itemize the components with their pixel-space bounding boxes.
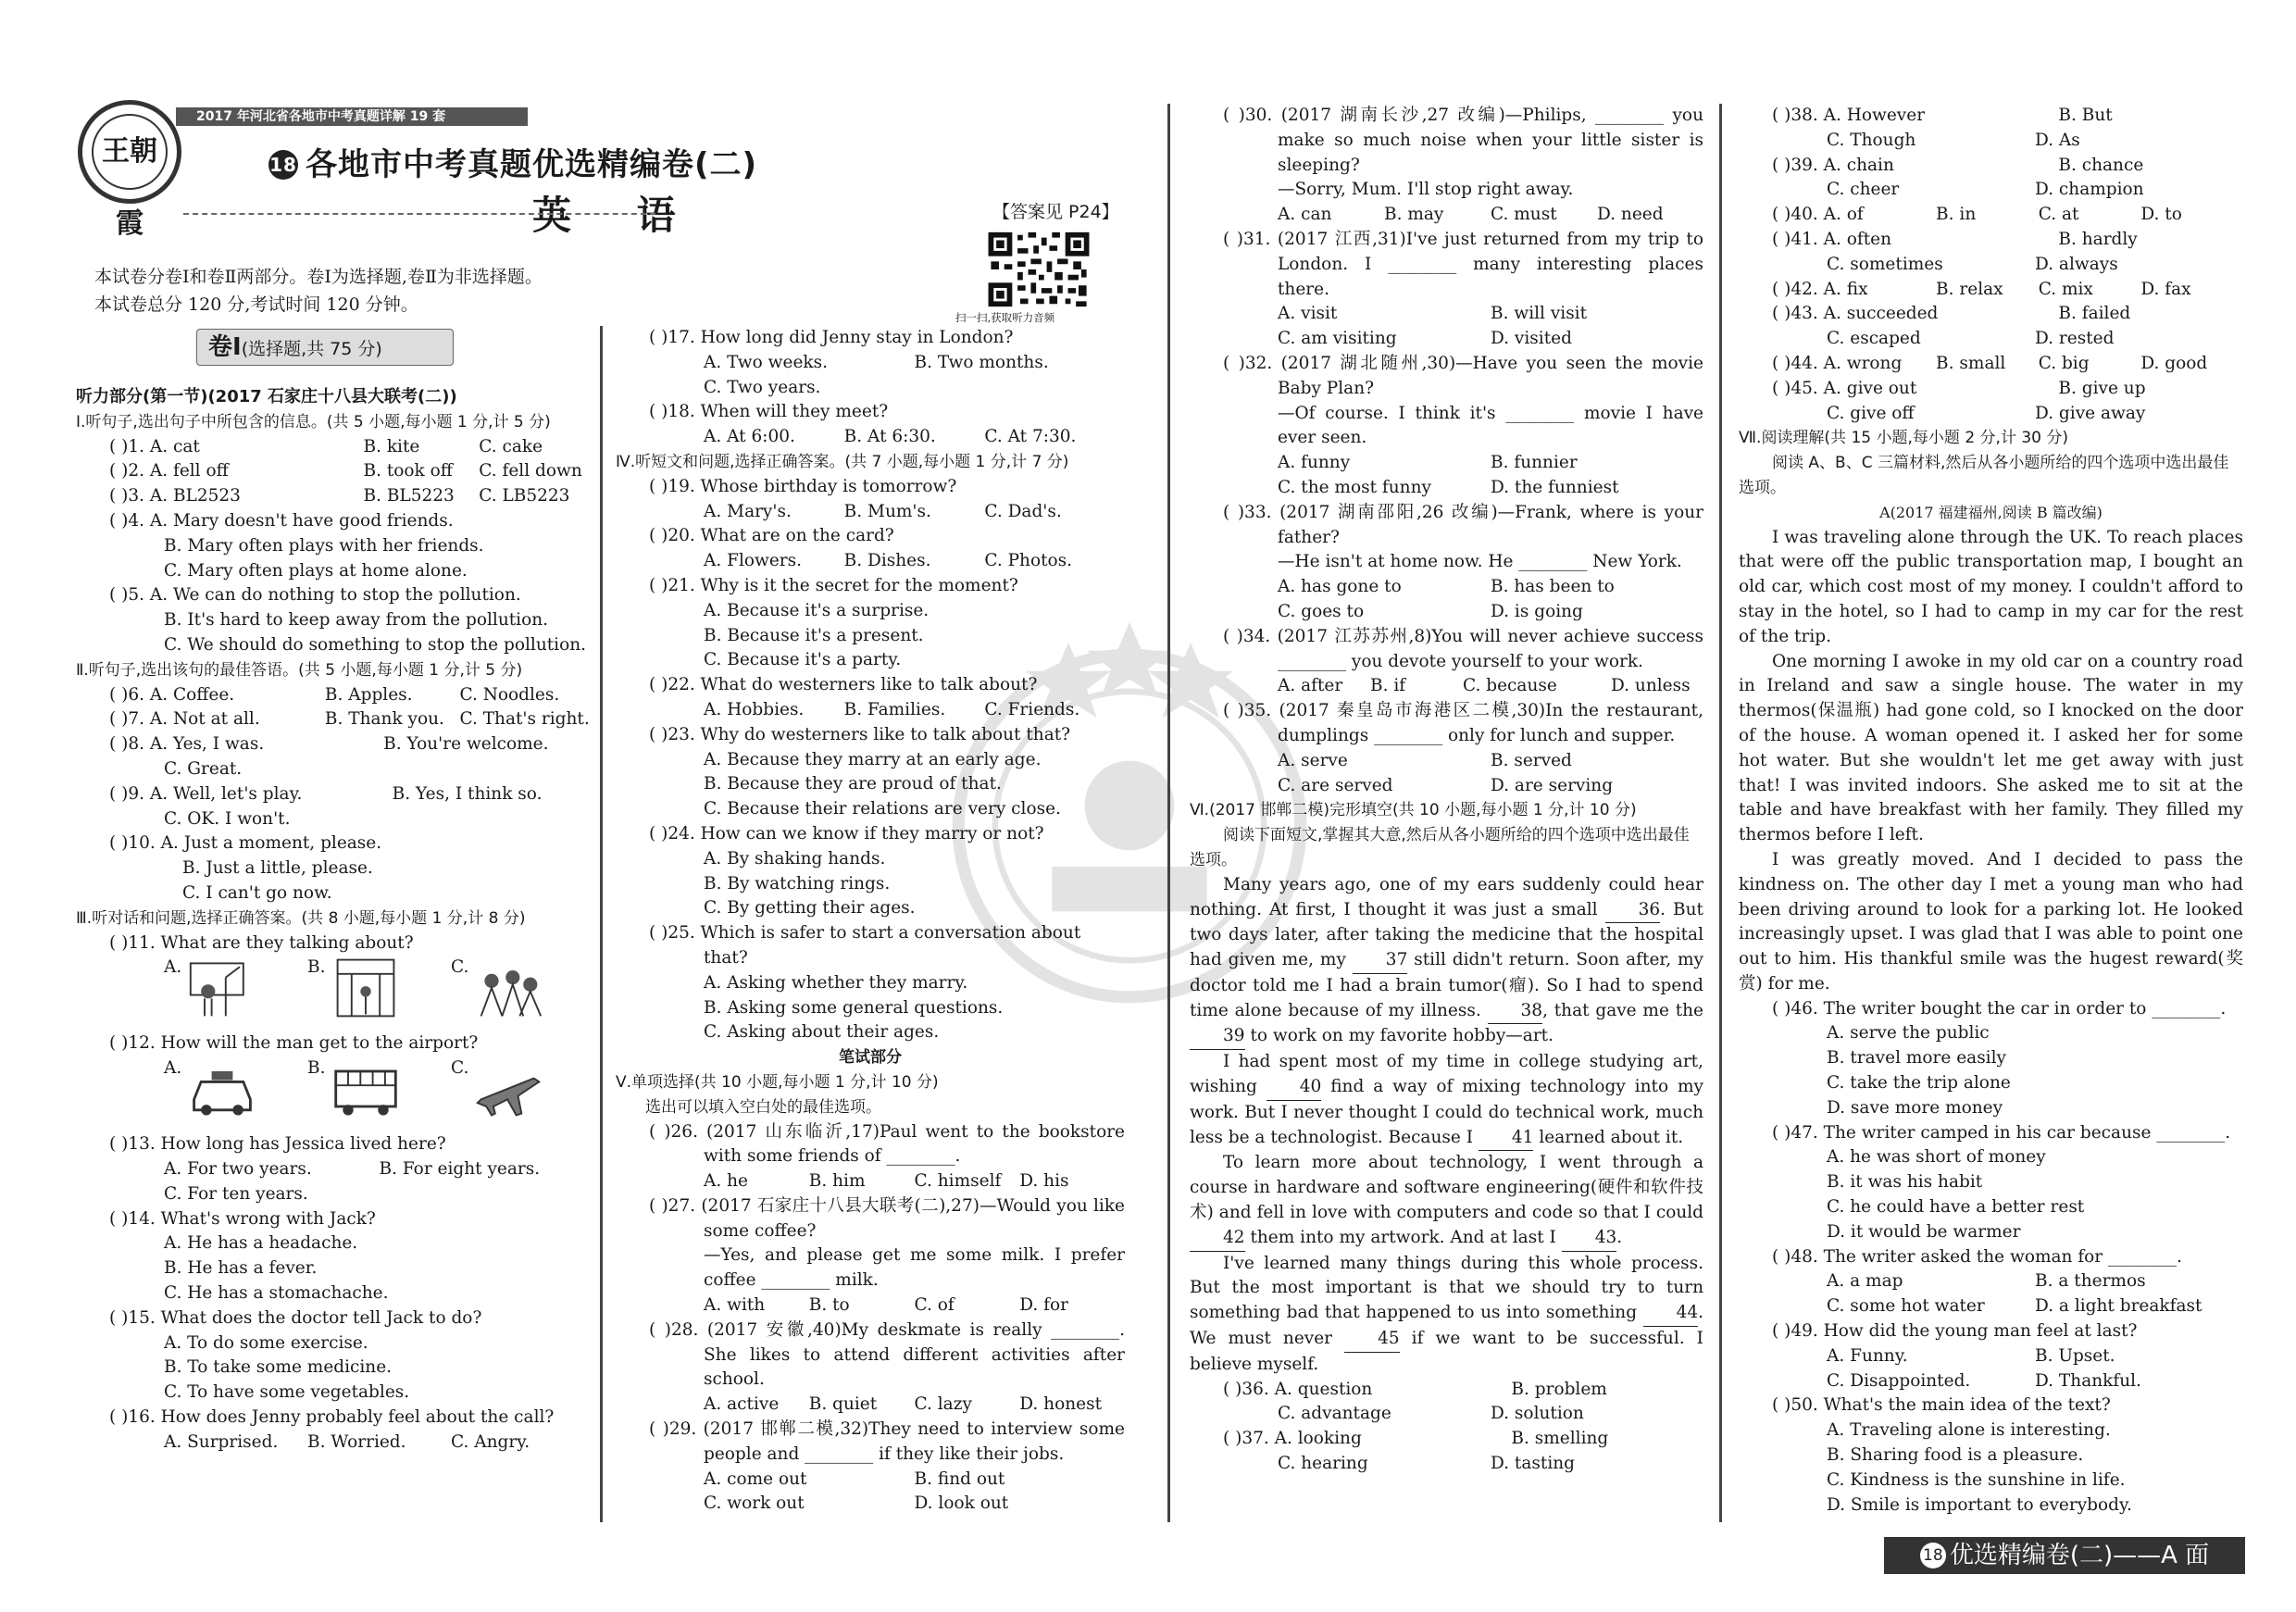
reading-paragraph: One morning I awoke in my old car on a country road in Ireland and saw a single house. The water in my thermos(保温瓶) had gone cold, so I knocked on the door of the house. A woman opened it. I asked her for some hot water. But she wouldn't let me get away with just that! I was invited indoors. She asked me to sit at the table and have breakfast with her family. They filled my thermos before I left. [1739,651,2243,845]
column-2 [616,326,1125,1517]
section-heading: Ⅰ.听句子,选出句子中所包含的信息。(共 5 小题,每小题 1 分,计 5 分) [76,412,551,431]
instruction-line: 本试卷分卷Ⅰ和卷Ⅱ两部分。卷Ⅰ为选择题,卷Ⅱ为非选择题。 [94,267,543,287]
question-48: ( )48. The writer asked the woman for ________. [1772,1246,2182,1267]
option: D. save more money [1827,1097,2003,1118]
options: A. funny B. funnier [1278,453,1578,473]
options: C. give off D. give away [1827,403,2146,423]
option: C. Kindness is the sunshine in life. [1827,1469,2126,1490]
option: C. Because it's a party. [704,650,902,670]
option: A. Because it's a surprise. [704,600,930,620]
option: B. He has a fever. [164,1258,318,1279]
options: C. am visiting D. visited [1278,329,1572,349]
question-10: ( )10. A. Just a moment, please. [109,833,382,854]
airplane-icon [474,1056,544,1121]
question-20: ( )20. What are on the card? [649,526,894,546]
question-29: ( )29. (2017 邯郸二模,32)They need to interview some people and ________ if they like their jobs. [649,1419,1125,1464]
question-35: ( )35. (2017 秦皇岛市海港区二模,30)In the restaurant, dumplings ________ only for lunch and supper. [1223,701,1703,745]
question-4: ( )4. A. Mary doesn't have good friends. [109,510,454,531]
cloze-paragraph: Many years ago, one of my ears suddenly could hear nothing. At first, I thought it was just a small 36. But two days later, after taking the medicine that the hospital had given me, my 37 still didn't return. Soon after, my doctor told me I had a brain tumor(瘤). So I had to spend time alone because of my illness. 38, that gave me the 39 to work on my favorite hobby—art. [1190,873,1703,1051]
options: C. Disappointed. D. Thankful. [1827,1370,2141,1391]
question-9: ( )9. A. Well, let's play. B. Yes, I think so. [109,783,543,804]
options: A. can B. may C. must D. need [1278,205,1664,225]
section-heading: Ⅵ.(2017 邯郸二模)完形填空(共 10 小题,每小题 1 分,计 10 分) [1190,801,1637,820]
blank-40: 40 [1267,1075,1322,1101]
picture-options: A. B. C. [76,1056,594,1132]
question-25: ( )25. Which is safer to start a conversation about that? [649,923,1081,968]
cloze-paragraph: I've learned many things during this whole process. But the most important is that we should try to turn something bad that happened to us into something 44. We must never 45 if we want to be successful. I believe myself. [1190,1253,1703,1374]
paper-number: 18 [268,150,298,180]
section-heading: Ⅴ.单项选择(共 10 小题,每小题 1 分,计 10 分) [616,1072,939,1092]
question-17: ( )17. How long did Jenny stay in London? [649,328,1014,347]
section-subheading: 阅读下面短文,掌握其大意,然后从各小题所给的四个选项中选出最佳选项。 [1190,826,1690,869]
passage-title: A(2017 福建福州,阅读 B 篇改编) [1879,503,2103,521]
subject-title: 英 语 [532,193,702,238]
options: C. Though D. As [1827,130,2080,150]
question-50: ( )50. What's the main idea of the text? [1772,1395,2111,1416]
options: A. a map B. a thermos [1827,1271,2146,1292]
section-title: 听力部分(第一节)(2017 石家庄十八县大联考(二)) [76,387,457,406]
question-31: ( )31. (2017 江西,31)I've just returned from my trip to London. I ________ many interesting places there. [1223,229,1703,299]
option: C. Because their relations are very close. [704,799,1061,819]
question-2: ( )2. A. fell off B. took off C. fell down [109,461,582,481]
option: B. Because they are proud of that. [704,774,1002,794]
question-26: ( )26. (2017 山东临沂,17)Paul went to the bookstore with some friends of ________. [649,1121,1125,1167]
option: A. Because they marry at an early age. [704,749,1042,769]
picture-option-icon [474,956,544,1020]
section-heading: Ⅲ.听对话和问题,选择正确答案。(共 8 小题,每小题 1 分,计 8 分) [76,908,526,928]
volume-label [196,329,454,366]
option: A. serve the public [1827,1023,1990,1043]
options: C. advantage D. solution [1278,1404,1584,1424]
question-33: ( )33. (2017 湖南邵阳,26 改编)—Frank, where is your father? [1223,502,1703,547]
options: C. work out D. look out [704,1493,1009,1514]
qr-caption: 扫一扫,获取听力音频 [955,311,1055,324]
question-14: ( )14. What's wrong with Jack? [109,1208,376,1229]
question-27: ( )27. (2017 石家庄十八县大联考(二),27)—Would you like some coffee? [649,1195,1125,1241]
options: A. Funny. B. Upset. [1827,1345,2115,1366]
question-24: ( )24. How can we know if they marry or not? [649,823,1044,843]
blank-37: 37 [1353,948,1408,974]
options: A. after B. if C. because D. unless [1278,676,1691,696]
section-heading: Ⅶ.阅读理解(共 15 小题,每小题 2 分,计 30 分) [1739,429,2069,448]
question-18: ( )18. When will they meet? [649,402,889,422]
section-heading: Ⅱ.听句子,选出该句的最佳答语。(共 5 小题,每小题 1 分,计 5 分) [76,660,523,680]
option: A. Traveling alone is interesting. [1827,1420,2111,1441]
option: D. it would be warmer [1827,1221,2021,1242]
blank-38: 38 [1488,999,1543,1025]
column-3 [1190,104,1703,1477]
reading-paragraph: I was traveling alone through the UK. To reach places that were off the public transportation map, I bought an old car, which cost most of my money. I couldn't afford to stay in the hotel, so I had to camp in my car for the rest of the trip. [1739,527,2243,646]
cloze-paragraph: I had spent most of my time in college studying art, wishing 40 find a way of mixing technology into my work. But I never thought I could do technical work, much less be a technologist. Because I 41 learned about it. [1190,1050,1703,1151]
blank-45: 45 [1344,1327,1400,1353]
options: A. active B. quiet C. lazy D. honest [704,1394,1103,1415]
question-47: ( )47. The writer camped in his car because ________. [1772,1122,2231,1143]
exam-instructions [94,263,543,319]
options: C. are served D. are serving [1278,775,1614,795]
option: C. For ten years. [164,1183,308,1204]
question-19: ( )19. Whose birthday is tomorrow? [649,476,957,496]
option: A. he was short of money [1827,1147,2046,1168]
paper-title [268,139,757,184]
blank-36: 36 [1605,898,1661,924]
section-subheading: 阅读 A、B、C 三篇材料,然后从各小题所给的四个选项中选出最佳选项。 [1739,454,2229,497]
question-11: ( )11. What are they talking about? [109,932,414,953]
options: A. visit B. will visit [1278,304,1588,324]
question-42: ( )42. A. fix B. relax C. mix D. fax [1772,279,2191,299]
blank-42: 42 [1190,1226,1245,1252]
option: B. To take some medicine. [164,1357,393,1378]
option: C. I can't go now. [182,882,332,903]
question-6: ( )6. A. Coffee. B. Apples. C. Noodles. [109,684,560,705]
question-1: ( )1. A. cat B. kite C. cake [109,436,543,456]
column-divider [600,326,603,1522]
options: C. the most funny D. the funniest [1278,477,1619,497]
option: C. Two years. [704,377,821,397]
paper-title-text: 各地市中考真题优选精编卷(二) [306,146,758,183]
instruction-line: 本试卷总分 120 分,考试时间 120 分钟。 [94,294,418,315]
section-heading: Ⅳ.听短文和问题,选择正确答案。(共 7 小题,每小题 1 分,计 7 分) [616,452,1069,471]
option: B. It's hard to keep away from the pollution. [164,610,549,631]
options: A. Flowers. B. Dishes. C. Photos. [704,551,1073,571]
option: B. it was his habit [1827,1172,1983,1193]
option: C. Great. [164,758,243,779]
question-41: ( )41. A. often B. hardly [1772,229,2138,249]
blank-39: 39 [1190,1024,1245,1050]
column-divider [1719,104,1722,1522]
options: C. some hot water D. a light breakfast [1827,1296,2202,1317]
dialogue-line: —Sorry, Mum. I'll stop right away. [1278,180,1574,200]
option: C. He has a stomachache. [164,1282,389,1303]
bus-icon [331,1056,401,1121]
option: B. Mary often plays with her friends. [164,535,484,556]
option: B. Just a little, please. [182,858,373,879]
reading-paragraph: I was greatly moved. And I decided to pass the kindness on. The other day I met a young man who had been driving around to look for a parking lot. He looked increasingly upset. I was glad that I was able to point one out to him. His thankful smile was the hugest reward(奖赏) for me. [1739,849,2243,993]
options: A. Surprised. B. Worried. C. Angry. [164,1431,530,1452]
question-40: ( )40. A. of B. in C. at D. to [1772,205,2182,225]
question-8: ( )8. A. Yes, I was. B. You're welcome. [109,734,549,755]
option: C. OK. I won't. [164,808,291,829]
question-7: ( )7. A. Not at all. B. Thank you. C. That's right. [109,709,590,730]
option: C. Mary often plays at home alone. [164,560,468,581]
column-1 [76,385,594,1455]
option: C. he could have a better rest [1827,1197,2085,1218]
volume-label-sub: (选择题,共 75 分) [241,339,382,359]
question-28: ( )28. (2017 安徽,40)My deskmate is really ________. She likes to attend different activities after school. [649,1319,1125,1390]
qr-code-icon[interactable] [983,230,1094,309]
question-5: ( )5. A. We can do nothing to stop the pollution. [109,585,521,606]
taxi-icon [187,1056,257,1121]
series-banner: 2017 年河北省各地市中考真题详解 19 套 [176,107,528,126]
option: C. Asking about their ages. [704,1022,940,1043]
options: A. Two weeks. B. Two months. [704,352,1049,372]
question-30: ( )30. (2017 湖南长沙,27 改编)—Philips, ________ you make so much noise when your little sister is sleeping? [1223,106,1703,175]
option: B. By watching rings. [704,873,891,893]
title-divider [183,213,655,215]
picture-options: A. B. C. [76,956,594,1031]
question-13: ( )13. How long has Jessica lived here? [109,1134,446,1155]
options: A. come out B. find out [704,1468,1005,1489]
column-divider [1167,104,1170,1522]
question-15: ( )15. What does the doctor tell Jack to do? [109,1307,482,1328]
answer-reference: 【答案见 P24】 [992,202,1119,222]
option: A. He has a headache. [164,1233,358,1254]
options: A. serve B. served [1278,750,1572,770]
options: C. hearing D. tasting [1278,1454,1576,1474]
question-37: ( )37. A. looking B. smelling [1223,1429,1609,1449]
option: B. Because it's a present. [704,625,924,645]
question-45: ( )45. A. give out B. give up [1772,378,2146,398]
volume-label-main: 卷Ⅰ [208,333,242,361]
column-4 [1739,104,2243,1518]
picture-option-icon [187,956,257,1020]
options: A. For two years. B. For eight years. [164,1158,541,1179]
options: A. with B. to C. of D. for [704,1295,1069,1316]
question-36: ( )36. A. question B. problem [1223,1379,1607,1399]
question-49: ( )49. How did the young man feel at last? [1772,1321,2138,1342]
question-38: ( )38. A. However B. But [1772,106,2113,125]
blank-43: 43 [1562,1226,1617,1252]
publisher-logo [78,100,181,240]
picture-option-icon [331,956,401,1020]
options: C. goes to D. is going [1278,601,1583,621]
question-32: ( )32. (2017 湖北随州,30)—Have you seen the movie Baby Plan? [1223,353,1703,398]
option: C. take the trip alone [1827,1073,2011,1093]
option: D. Smile is important to everybody. [1827,1494,2132,1515]
blank-41: 41 [1479,1126,1534,1152]
options: C. escaped D. rested [1827,329,2115,349]
question-22: ( )22. What do westerners like to talk about? [649,675,1038,695]
dialogue-line: —Of course. I think it's ________ movie I have ever seen. [1278,403,1703,448]
blank-44: 44 [1643,1301,1699,1327]
dialogue-line: —Yes, and please get me some milk. I prefer coffee ________ milk. [704,1245,1125,1291]
option: B. travel more easily [1827,1048,2006,1068]
dialogue-line: —He isn't at home now. He ________ New York. [1278,552,1682,572]
question-23: ( )23. Why do westerners like to talk about that? [649,724,1071,744]
option: A. Asking whether they marry. [704,972,968,993]
options: A. At 6:00. B. At 6:30. C. At 7:30. [704,427,1077,447]
question-21: ( )21. Why is it the secret for the moment? [649,575,1018,595]
option: C. By getting their ages. [704,898,916,918]
options: A. he B. him C. himself D. his [704,1171,1069,1192]
option: B. Asking some general questions. [704,997,1004,1018]
question-39: ( )39. A. chain B. chance [1772,155,2144,175]
options: A. Hobbies. B. Families. C. Friends. [704,699,1080,719]
option: A. By shaking hands. [704,848,886,868]
option: C. To have some vegetables. [164,1382,410,1403]
option: C. We should do something to stop the pollution. [164,634,587,655]
options: A. Mary's. B. Mum's. C. Dad's. [704,501,1062,521]
page-footer [1884,1537,2245,1574]
options: C. sometimes D. always [1827,254,2118,274]
logo-text: 王朝霞 [92,114,168,190]
question-43: ( )43. A. succeeded B. failed [1772,304,2131,324]
cloze-paragraph: To learn more about technology, I went through a course in hardware and software engineering(硬件和软件技术) and fell in love with computers and code so that I could 42 them into my artwork. And at last I 43. [1190,1151,1703,1251]
section-subheading: 选出可以填入空白处的最佳选项。 [645,1097,881,1117]
question-3: ( )3. A. BL2523 B. BL5223 C. LB5223 [109,486,570,506]
section-title: 笔试部分 [839,1048,902,1068]
footer-number: 18 [1920,1543,1946,1568]
question-46: ( )46. The writer bought the car in order to ________. [1772,998,2227,1018]
options: C. cheer D. champion [1827,180,2144,200]
option: A. To do some exercise. [164,1332,368,1353]
question-34: ( )34. (2017 江苏苏州,8)You will never achieve success ________ you devote yourself to your work. [1223,626,1703,671]
options: A. has gone to B. has been to [1278,577,1615,597]
option: B. Sharing food is a pleasure. [1827,1445,2084,1466]
question-44: ( )44. A. wrong B. small C. big D. good [1772,353,2208,373]
question-12: ( )12. How will the man get to the airport? [109,1033,479,1054]
footer-text: 优选精编卷(二)——A 面 [1949,1542,2210,1569]
question-16: ( )16. How does Jenny probably feel about the call? [109,1406,555,1427]
